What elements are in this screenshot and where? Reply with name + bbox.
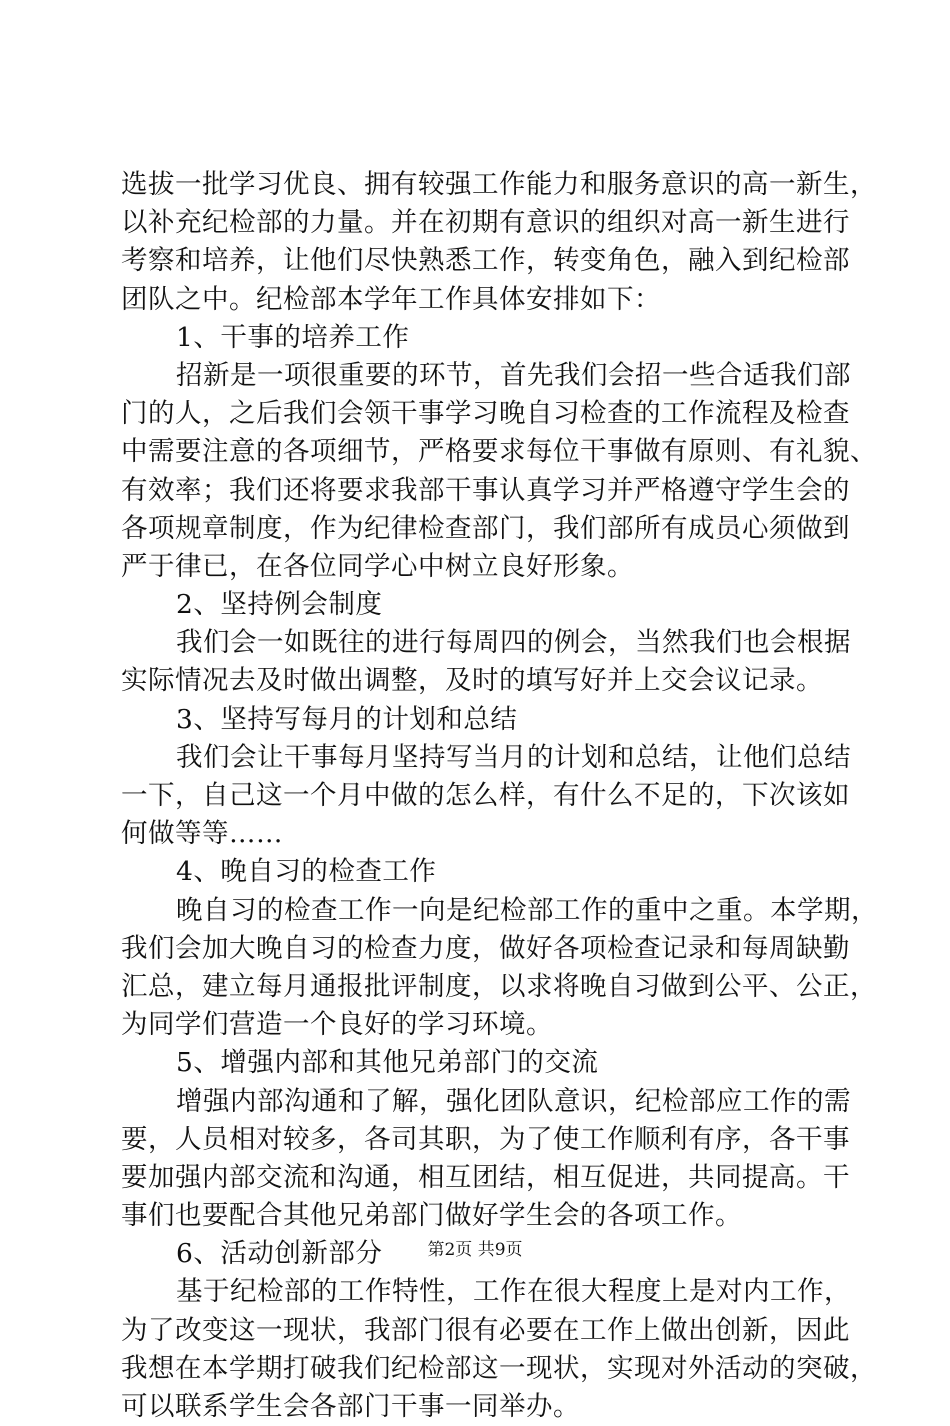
body-line: 我们会让干事每月坚持写当月的计划和总结，让他们总结 [176, 741, 851, 773]
body-line: 基于纪检部的工作特性，工作在很大程度上是对内工作， [176, 1276, 851, 1308]
section-heading: 1、干事的培养工作 [176, 321, 410, 353]
body-line: 汇总，建立每月通报批评制度，以求将晚自习做到公平、公正， [121, 970, 877, 1002]
section-heading: 5、增强内部和其他兄弟部门的交流 [176, 1047, 599, 1079]
body-line: 一下，自己这一个月中做的怎么样，有什么不足的，下次该如 [121, 780, 850, 811]
body-line: 要加强内部交流和沟通，相互团结，相互促进，共同提高。干 [121, 1161, 850, 1193]
body-line: 团队之中。纪检部本学年工作具体安排如下： [121, 283, 661, 315]
body-line: 选拔一批学习优良、拥有较强工作能力和服务意识的高一新生， [121, 169, 877, 200]
body-line: 各项规章制度，作为纪律检查部门，我们部所有成员心须做到 [121, 512, 850, 544]
section-heading: 4、晚自习的检查工作 [176, 856, 437, 888]
body-line: 增强内部沟通和了解，强化团队意识，纪检部应工作的需 [176, 1085, 851, 1117]
body-line: 我们会加大晚自习的检查力度，做好各项检查记录和每周缺勤 [121, 932, 850, 964]
body-line: 考察和培养，让他们尽快熟悉工作，转变角色，融入到纪检部 [121, 245, 850, 277]
body-line: 为同学们营造一个良好的学习环境。 [121, 1009, 553, 1041]
body-line: 为了改变这一现状，我部门很有必要在工作上做出创新，因此 [121, 1314, 850, 1346]
section-heading: 6、活动创新部分 [176, 1238, 383, 1270]
body-line: 有效率；我们还将要求我部干事认真学习并严格遵守学生会的 [121, 474, 850, 506]
page-number-footer: 第2页 共9页 [427, 1240, 523, 1260]
body-line: 实际情况去及时做出调整，及时的填写好并上交会议记录。 [121, 665, 823, 697]
section-heading: 2、坚持例会制度 [176, 589, 383, 621]
body-line: 可以联系学生会各部门干事一同举办。 [121, 1391, 580, 1422]
document-body [121, 166, 878, 1426]
body-line: 门的人，之后我们会领干事学习晚自习检查的工作流程及检查 [121, 398, 850, 430]
body-line: 要，人员相对较多，各司其职，为了使工作顺利有序，各干事 [121, 1123, 850, 1155]
body-line: 严于律已，在各位同学心中树立良好形象。 [121, 550, 634, 582]
body-line: 中需要注意的各项细节，严格要求每位干事做有原则、有礼貌、 [121, 436, 877, 468]
body-line: 事们也要配合其他兄弟部门做好学生会的各项工作。 [121, 1200, 742, 1232]
body-line: 以补充纪检部的力量。并在初期有意识的组织对高一新生进行 [121, 207, 850, 239]
body-line: 我想在本学期打破我们纪检部这一现状，实现对外活动的突破， [121, 1352, 877, 1384]
body-line: 我们会一如既往的进行每周四的例会，当然我们也会根据 [176, 627, 851, 659]
body-line: 招新是一项很重要的环节，首先我们会招一些合适我们部 [176, 359, 851, 391]
body-line: 晚自习的检查工作一向是纪检部工作的重中之重。本学期， [176, 894, 878, 926]
body-line: 何做等等…… [121, 818, 283, 850]
section-heading: 3、坚持写每月的计划和总结 [176, 703, 518, 735]
